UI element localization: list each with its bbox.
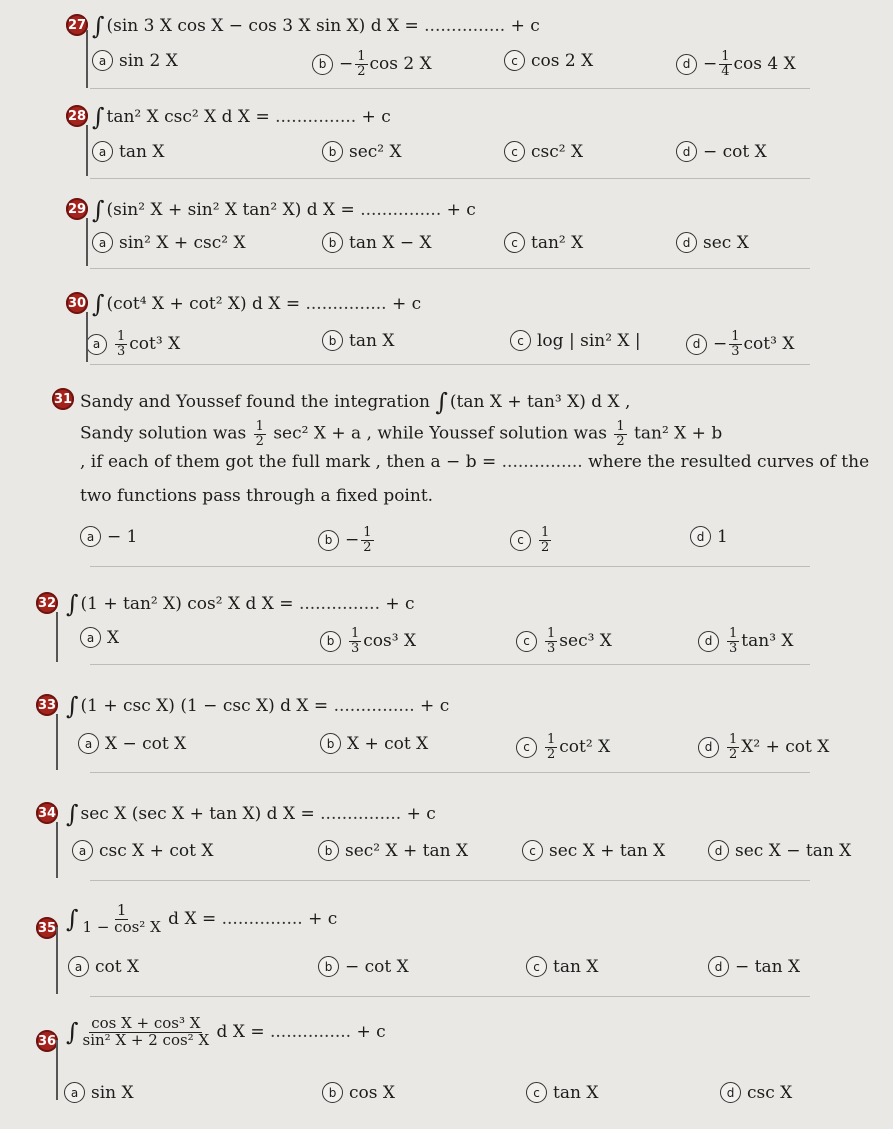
option-text: − tan X [735,956,801,977]
option-31-c[interactable] [510,526,553,554]
option-sign: − [339,54,354,75]
option-letter-badge: a [92,232,113,253]
option-text: cos³ X [363,631,417,652]
option-letter-badge: a [80,526,101,547]
option-text: − cot X [703,141,767,162]
option-35-c[interactable] [526,956,598,977]
option-letter-badge: c [504,232,525,253]
answer-blank: ............... [501,452,583,472]
option-letter-badge: b [322,1082,343,1103]
option-35-d[interactable] [708,956,800,977]
option-text: tan X [349,330,395,351]
question-number-36: 36 [36,1030,58,1052]
option-text: cot³ X [129,334,181,355]
option-text: sin² X + csc² X [119,232,246,253]
option-32-b[interactable] [320,627,416,655]
option-text: tan X [553,1082,599,1103]
fraction-denominator: sin² X + 2 cos² X [82,1030,210,1049]
fraction-numerator: 1 [616,419,625,434]
option-text: sec³ X [559,631,612,652]
q31-text: , if each of them got the full mark , then a − b = [80,452,502,472]
integral-sign: ∫ [92,196,105,224]
q31-line-3 [80,452,869,472]
option-29-b[interactable] [322,232,432,253]
option-34-c[interactable] [522,840,665,861]
separator-line [90,364,810,365]
option-letter-badge: c [516,737,537,758]
q31-text: Sandy and Youssef found the integration [80,392,436,412]
integral-sign: ∫ [66,1017,79,1046]
question-stem-30 [92,290,421,318]
option-27-a[interactable] [92,50,178,71]
option-letter-badge: d [708,956,729,977]
answer-blank: ............... [424,16,506,36]
option-30-d[interactable] [686,330,794,358]
option-29-d[interactable] [676,232,749,253]
separator-line [90,566,810,567]
option-letter-badge: a [80,627,101,648]
option-fraction [729,330,741,358]
integral-sign: ∫ [66,590,79,618]
margin-line [86,218,88,266]
option-29-a[interactable] [92,232,246,253]
stem-text: (cot⁴ X + cot² X) d X = [106,294,306,314]
margin-line [56,612,58,662]
q31-line-2 [80,420,722,448]
question-number-31: 31 [52,388,74,410]
option-fraction [539,526,551,554]
option-letter-badge: c [510,330,531,351]
option-letter-badge: d [676,141,697,162]
fraction-numerator: 1 [117,329,126,344]
constant-c: + c [380,594,415,614]
option-fraction [719,50,731,78]
option-letter-badge: c [510,530,531,551]
option-text: sin X [91,1082,134,1103]
option-letter-badge: c [526,956,547,977]
constant-c: + c [414,696,450,716]
option-fraction [727,733,739,761]
question-stem-29 [92,196,476,224]
stem-text: (sin² X + sin² X tan² X) d X = [106,200,361,220]
option-letter-badge: b [318,840,339,861]
option-text: csc² X [531,141,584,162]
option-32-a[interactable] [80,627,119,648]
question-number-29: 29 [66,198,88,220]
answer-blank: ............... [298,594,380,614]
separator-line [90,88,810,89]
stem-text: (sin 3 X cos X − cos 3 X sin X) d X = [106,16,425,36]
fraction-denominator: 4 [721,63,730,79]
option-28-c[interactable] [504,141,583,162]
integrand-fraction [83,1016,210,1049]
stem-text: tan² X csc² X d X = [106,107,276,127]
q31-text: tan² X + b [628,423,723,444]
option-text: cot² X [559,737,611,758]
question-number-34: 34 [36,802,58,824]
separator-line [90,880,810,881]
option-text: cos X [349,1082,395,1103]
option-33-b[interactable] [320,733,428,754]
option-text: sec² X + tan X [345,840,469,861]
option-text: sin 2 X [119,50,178,71]
option-34-d[interactable] [708,840,851,861]
option-33-c[interactable] [516,733,610,761]
question-stem-28 [92,103,391,131]
q31-text: two functions pass through a fixed point. [80,486,434,506]
separator-line [90,268,810,269]
constant-c: + c [441,200,476,220]
constant-c: + c [356,107,391,127]
option-text: cos 2 X [369,54,432,75]
answer-blank: ............... [221,908,303,929]
fraction-denominator: 3 [117,343,126,359]
option-letter-badge: b [320,631,341,652]
margin-line [56,1040,58,1100]
fraction-denominator: 3 [731,343,740,359]
option-text: sec X − tan X [735,840,852,861]
option-sign: − [703,54,718,75]
option-letter-badge: d [720,1082,741,1103]
option-text: X [107,627,120,648]
fraction-denominator: 1 − cos² X [82,917,161,936]
question-stem-35 [66,903,337,936]
option-32-d[interactable] [698,627,794,655]
option-34-b[interactable] [318,840,468,861]
half-fraction [614,420,626,448]
option-text: cos 2 X [531,50,594,71]
integral-sign: ∫ [92,290,105,318]
option-text: sec² X [349,141,402,162]
option-letter-badge: a [86,334,107,355]
option-letter-badge: c [526,1082,547,1103]
fraction-denominator: 2 [255,433,264,449]
answer-blank: ............... [275,107,357,127]
option-31-a[interactable] [80,526,137,547]
fraction-denominator: 3 [547,640,556,656]
option-text: tan X [119,141,165,162]
option-text: sec X + tan X [549,840,666,861]
option-fraction [361,526,373,554]
option-fraction [545,733,557,761]
option-33-d[interactable] [698,733,829,761]
option-text: − 1 [107,526,138,547]
constant-c: + c [351,1021,386,1042]
option-28-b[interactable] [322,141,402,162]
option-fraction [727,627,739,655]
option-text: cos 4 X [733,54,796,75]
question-stem-27 [92,12,540,40]
margin-line [56,927,58,994]
integral-sign: ∫ [92,103,105,131]
option-35-b[interactable] [318,956,409,977]
option-34-a[interactable] [72,840,213,861]
integral-sign: ∫ [66,692,79,720]
option-30-c[interactable] [510,330,641,351]
option-fraction [355,50,367,78]
option-letter-badge: d [708,840,729,861]
option-text: − cot X [345,956,409,977]
fraction-denominator: 2 [541,539,550,555]
option-letter-badge: a [92,50,113,71]
separator-line [90,178,810,179]
margin-line [86,30,88,88]
constant-c: + c [386,294,422,314]
question-number-30: 30 [66,292,88,314]
option-letter-badge: d [686,334,707,355]
option-letter-badge: b [322,330,343,351]
option-text: 1 [717,526,728,547]
option-text: tan X − X [349,232,432,253]
stem-text: d X = [162,908,222,929]
fraction-numerator: 1 [541,525,550,540]
question-number-35: 35 [36,917,58,939]
option-text: tan³ X [741,631,794,652]
fraction-denominator: 3 [351,640,360,656]
fraction-numerator: 1 [116,901,127,919]
margin-line [86,125,88,176]
separator-line [90,664,810,665]
fraction-denominator: 2 [547,746,556,762]
option-31-b[interactable] [318,526,376,554]
option-31-d[interactable] [690,526,728,547]
q31-text: sec² X + a , while Youssef solution was [267,423,613,444]
fraction-numerator: 1 [255,419,264,434]
option-letter-badge: a [92,141,113,162]
option-28-d[interactable] [676,141,767,162]
stem-text: d X = [211,1021,270,1042]
option-text: cot X [95,956,140,977]
fraction-numerator: 1 [731,329,740,344]
option-letter-badge: d [676,232,697,253]
option-36-b[interactable] [322,1082,395,1103]
option-35-a[interactable] [68,956,139,977]
q31-text: Sandy solution was [80,423,252,444]
option-text: csc X + cot X [99,840,214,861]
option-text: log | sin² X | [537,330,641,351]
question-stem-33 [66,692,449,720]
fraction-numerator: 1 [363,525,372,540]
option-27-d[interactable] [676,50,796,78]
option-36-c[interactable] [526,1082,598,1103]
integrand-fraction [83,903,161,936]
constant-c: + c [505,16,540,36]
option-letter-badge: d [690,526,711,547]
constant-c: + c [401,804,436,824]
fraction-denominator: 2 [729,746,738,762]
question-number-33: 33 [36,694,58,716]
option-fraction [115,330,127,358]
option-33-a[interactable] [78,733,186,754]
fraction-denominator: 2 [357,63,366,79]
fraction-numerator: 1 [547,732,556,747]
option-letter-badge: b [322,141,343,162]
answer-blank: ............... [305,294,387,314]
option-text: csc X [747,1082,793,1103]
margin-line [86,312,88,362]
separator-line [90,996,810,997]
option-letter-badge: a [78,733,99,754]
stem-text: (1 + tan² X) cos² X d X = [80,594,299,614]
fraction-numerator: 1 [729,626,738,641]
option-text: tan² X [531,232,584,253]
stem-text: (1 + csc X) (1 − csc X) d X = [80,696,334,716]
option-letter-badge: c [504,50,525,71]
option-29-c[interactable] [504,232,583,253]
option-text: tan X [553,956,599,977]
option-text: X² + cot X [741,737,830,758]
fraction-denominator: 3 [729,640,738,656]
option-letter-badge: c [516,631,537,652]
question-number-32: 32 [36,592,58,614]
option-letter-badge: d [676,54,697,75]
option-letter-badge: a [68,956,89,977]
option-text: X + cot X [347,733,429,754]
stem-text: sec X (sec X + tan X) d X = [80,804,321,824]
fraction-denominator: 2 [616,433,625,449]
integral-sign: ∫ [66,800,79,828]
fraction-numerator: 1 [721,49,730,64]
q31-line-1 [80,388,630,416]
option-36-d[interactable] [720,1082,792,1103]
option-letter-badge: c [504,141,525,162]
option-letter-badge: a [64,1082,85,1103]
option-27-c[interactable] [504,50,593,71]
option-letter-badge: c [522,840,543,861]
option-28-a[interactable] [92,141,164,162]
answer-blank: ............... [333,696,415,716]
option-letter-badge: b [312,54,333,75]
option-text: X − cot X [105,733,187,754]
fraction-numerator: 1 [729,732,738,747]
option-sign: − [345,530,360,551]
option-36-a[interactable] [64,1082,134,1103]
integral-sign: ∫ [66,904,79,933]
margin-line [56,714,58,770]
option-30-a[interactable] [86,330,180,358]
question-number-27: 27 [66,14,88,36]
option-fraction [545,627,557,655]
answer-blank: ............... [320,804,402,824]
integral-sign: ∫ [435,388,448,416]
half-fraction [254,420,266,448]
option-letter-badge: b [318,530,339,551]
q31-line-4 [80,486,433,506]
question-stem-34 [66,800,436,828]
option-32-c[interactable] [516,627,612,655]
integral-sign: ∫ [92,12,105,40]
fraction-numerator: cos X + cos³ X [91,1014,201,1032]
option-fraction [349,627,361,655]
option-letter-badge: b [318,956,339,977]
separator-line [90,772,810,773]
option-text: sec X [703,232,749,253]
question-stem-32 [66,590,415,618]
q31-integrand: (tan X + tan³ X) d X , [449,392,631,412]
margin-line [56,822,58,878]
option-sign: − [713,334,728,355]
fraction-numerator: 1 [547,626,556,641]
option-27-b[interactable] [312,50,432,78]
option-30-b[interactable] [322,330,394,351]
answer-blank: ............... [360,200,442,220]
constant-c: + c [302,908,338,929]
question-number-28: 28 [66,105,88,127]
option-letter-badge: a [72,840,93,861]
answer-blank: ............... [270,1021,352,1042]
q31-text: where the resulted curves of the [582,452,870,472]
question-stem-36 [66,1016,386,1049]
option-letter-badge: b [320,733,341,754]
option-letter-badge: b [322,232,343,253]
fraction-numerator: 1 [351,626,360,641]
option-letter-badge: d [698,737,719,758]
fraction-numerator: 1 [357,49,366,64]
option-letter-badge: d [698,631,719,652]
fraction-denominator: 2 [363,539,372,555]
option-text: cot³ X [743,334,795,355]
